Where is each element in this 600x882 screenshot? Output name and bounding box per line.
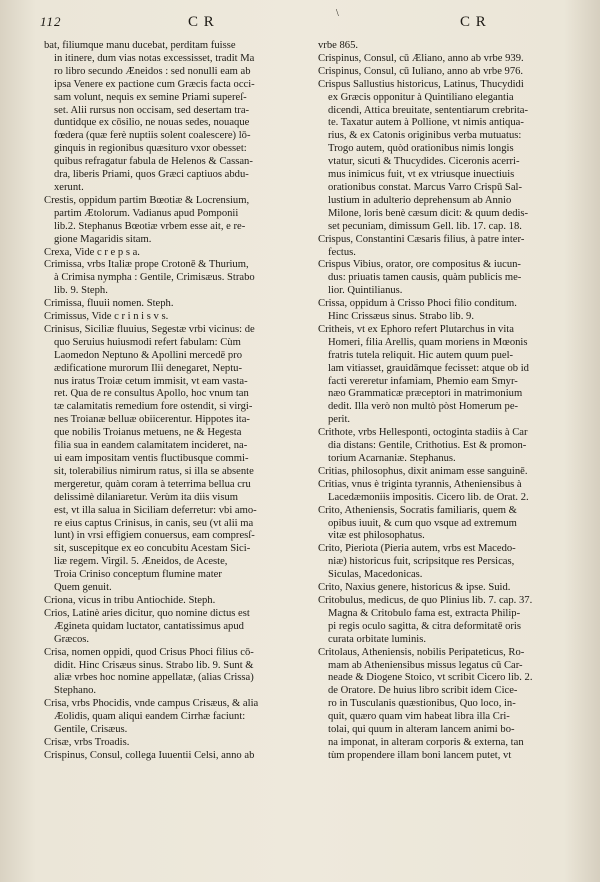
entry-line: Laomedon Neptuno & Apollini mercedē pro [54,349,242,361]
entry-line: Æolidis, quam aliqui eandem Cirrhæ faciunt: [54,711,246,723]
entry-line: Crios, Latinè aries dicitur, quo nomine dictus est [44,607,250,619]
entry-line: vitæ est philosophatus. [328,530,425,542]
dictionary-entry [318,543,580,582]
dictionary-entry [44,737,306,750]
entry-line: de Oratore. De huius libro scribit idem Cice- [328,685,518,697]
entry-line: set pecuniam, dimissum Gell. lib. 17. cap. 18. [328,220,522,232]
entry-line: ret. Qua de re consultus Apollo, hoc vnum tan [54,388,249,400]
entry-line: Critobulus, medicus, de quo Plinius lib. 7. cap. 37. [318,594,533,606]
entry-line: Crito, Atheniensis, Socratis familiaris, quem & [318,504,517,516]
dictionary-entry [318,427,580,466]
entry-line: curata orbitate luminis. [328,633,426,645]
dictionary-entry [318,647,580,763]
entry-line: Critias, vnus è triginta tyrannis, Atheniensibus à [318,478,522,490]
entry-line: xerunt. [54,181,84,193]
entry-line: Crimissa, fluuii nomen. Steph. [44,298,174,310]
entry-line: te. Taxatur autem à Pollione, vt nimis antiqua- [328,117,524,129]
entry-line: Troia Criniso conceptum flumine mater [54,569,222,581]
entry-line: Crisa, nomen oppidi, quod Crisus Phoci filius cō- [44,646,254,658]
entry-line: nes Troianæ belluæ obiicerentur. Hippotes ita- [54,414,250,426]
dictionary-entry [318,582,580,595]
entry-line: re eius captus Crinisus, in canis, seu (vt alii ma [54,517,254,529]
entry-line: Crissa, oppidum à Crisso Phoci filio conditum. [318,298,517,310]
entry-line: lior. Quintilianus. [328,285,403,297]
entry-line: Critolaus, Atheniensis, nobilis Peripateticus, Ro- [318,646,525,658]
dictionary-entry [44,259,306,298]
entry-line: Crispinus, Consul, cū Iuliano, anno ab vrbe 976. [318,65,524,77]
left-column [44,40,306,763]
entry-line: nus iratus Troiæ cetum immisit, vt eam vasta- [54,375,248,387]
dictionary-entry [318,259,580,298]
entry-line: Magna & Critobulo fama est, extracta Philip- [328,607,521,619]
entry-line: opibus iuuit, & cum quo vsque ad extremum [328,517,517,529]
entry-line: Gentile, Crisæus. [54,724,128,736]
entry-line: Crispinus, Consul, cū Æliano, anno ab vrbe 939. [318,52,524,64]
entry-line: Græcos. [54,633,90,645]
entry-line: Stephano. [54,685,97,697]
entry-line: lustium in adulterio deprehensum ab Annio [328,194,512,206]
dictionary-entry [318,466,580,479]
entry-line: aliæ vrbes hoc nomine appellatæ, (alias Crissa) [54,672,254,684]
entry-line: vrbe 865. [318,40,359,51]
entry-line: Crisæ, vrbs Troadis. [44,736,130,748]
entry-line: lib.2. Stephanus Bœotiæ vrbem esse ait, e re- [54,220,246,232]
entry-line: duntidque ex cōsilio, ne nouas sedes, nouaque [54,117,250,129]
entry-line: à Crimisa nympha : Gentile, Crimisæus. Strabo [54,272,255,284]
entry-line: dedit. Illa verò non multò pòst Homerum pe- [328,401,519,413]
entry-line: neade & Diogene Stoico, vt scribit Cicero lib. 2. [328,672,533,684]
dictionary-entry [318,234,580,260]
entry-line: Critias, philosophus, dixit animam esse sanguinē. [318,465,528,477]
entry-line: dicendi, Attica breuitate, sententiarum crebrita- [328,104,529,116]
entry-line: quibus refragatur fabula de Helenos & Cassan- [54,156,253,168]
dictionary-entry [44,608,306,647]
entry-line: facti vereretur infamiam, Phemio eam Smyr- [328,375,518,387]
entry-line: torium Acarnaniæ. Stephanus. [328,453,456,464]
entry-line: mergeretur, quàm coram à teterrima bellua cru [54,478,251,490]
entry-line: set. Alii rursus non occisam, sed desertam tra- [54,104,250,116]
entry-line: lunt) in vrsi effigiem conuersus, eam compresſ- [54,530,255,542]
entry-line: Crisa, vrbs Phocidis, vnde campus Crisæus, & alia [44,698,259,710]
entry-line: in itinere, dum vias notas excessisset, tradit Ma [54,52,255,64]
entry-line: partim Ætolorum. Vadianus apud Pomponii [54,207,239,219]
dictionary-entry [318,66,580,79]
entry-line: orationibus constat. Marcus Varro Crispū Sal- [328,181,522,193]
dictionary-entry [318,479,580,505]
entry-line: gione Magaridis sitam. [54,233,152,245]
entry-line: Crimissus, Vide c r i n i s v s. [44,311,169,323]
entry-line: Crinisus, Siciliæ fluuius, Segestæ vrbi vicinus: de [44,323,255,335]
entry-line: fratris tutela reliquit. Hic autem quum puel- [328,349,514,361]
entry-line: Crito, Pieriota (Pieria autem, vrbs est Macedo- [318,543,516,555]
dictionary-entry [318,298,580,324]
entry-line: tolai, qui quum in alteram lancem animi bo- [328,724,515,736]
dictionary-entry [44,311,306,324]
entry-line: Crestis, oppidum partim Bœotiæ & Locrensium, [44,194,250,206]
dictionary-entry [318,324,580,427]
entry-line: Milone, loris benè cæsum dicit: & quum dedis- [328,207,529,219]
entry-line: ædificatione murorum Ilii denegaret, Neptu- [54,362,242,374]
entry-line: mus inimicus fuit, vt ex vtriusque inuectiuis [328,169,515,181]
entry-line: pi regis oculo sagitta, & citra deformitatē oris [328,620,521,632]
entry-line: Crispus Vibius, orator, ore compositus & iucun- [318,259,521,271]
entry-line: sit, tolerabilius nimirum ratus, si illa se absente [54,465,254,477]
entry-line: dus: priuatis tamen causis, quàm publicis me- [328,272,522,284]
entry-line: fectus. [328,246,356,258]
entry-line: rius, & ex Catonis originibus verba mutuatus: [328,130,522,142]
dictionary-entry [44,595,306,608]
page-header [40,8,570,34]
right-column [318,40,580,763]
entry-line: Critheis, vt ex Ephoro refert Plutarchus in vita [318,323,514,335]
entry-line: Crimissa, vrbs Italiæ prope Crotonē & Thurium, [44,259,249,271]
entry-line: ro in Tusculanis quæstionibus, Quo loco, in- [328,698,516,710]
entry-line: dia distans: Gentile, Crithotius. Est & promon- [328,440,527,452]
dictionary-entry [318,79,580,234]
entry-line: Crispinus, Consul, collega Iuuentii Celsi, anno ab [44,749,255,761]
entry-line: liæ regem. Virgil. 5. Æneidos, de Aceste, [54,556,228,568]
dictionary-entry [44,298,306,311]
entry-line: ro libro secundo Æneidos : sed nonulli eam ab [54,65,251,77]
entry-line: Homeri, filia Arellis, quam moriens in Mœonis [328,336,528,348]
entry-line: ipsa Venere ex pactione cum Græcis facta occi- [54,78,255,90]
running-head-right: C R [460,14,487,30]
entry-line: bat, filiumque manu ducebat, perditam fuisse [44,40,236,51]
running-head-left: C R [188,14,215,30]
folio-number: 112 [40,14,62,29]
entry-line: sam volunt, nequis ex semine Priami supereſ- [54,91,247,103]
dictionary-entry [44,247,306,260]
dictionary-entry [318,53,580,66]
entry-line: na imponat, in alteram corporis & externa, tan [328,736,524,748]
entry-line: næo Grammaticæ præceptori in matrimonium [328,388,523,400]
dictionary-entry [44,195,306,247]
entry-line: Ægineta quidam luctator, cantatissimus apud [54,620,244,632]
entry-line: quo Seruius huiusmodi refert fabulam: Cùm [54,336,241,348]
entry-line: vtatur, sicuti & Thucydides. Ciceronis acerri- [328,156,520,168]
top-mark: \ [336,8,340,19]
entry-line: lam vitiasset, grauidāmque fecisset: atque ob id [328,362,529,374]
entry-line: Criona, vicus in tribu Antiochide. Steph. [44,594,216,606]
entry-line: perit. [328,414,351,426]
entry-line: delissimè dilaniaretur. Verùm ita diis visum [54,491,238,503]
entry-line: ex Græcis opponitur à Quintiliano elegantia [328,91,514,103]
entry-line: Trogo autem, quòd orationibus nimis longis [328,143,514,155]
entry-line: Crispus, Constantini Cæsaris filius, à patre inter- [318,233,525,245]
entry-line: lib. 9. Steph. [54,285,108,297]
entry-line: Crexa, Vide c r e p s a. [44,246,140,258]
dictionary-entry [44,750,306,763]
dictionary-entry [318,595,580,647]
entry-line: quit, quæro quam vim habeat libra illa Cri- [328,711,510,723]
dictionary-entry [318,40,580,53]
entry-line: est, vt illa salua in Siciliam deferretur: vbi amo- [54,504,257,516]
dictionary-entry [44,40,306,195]
entry-line: tæ calamitatis remedium fore ostendit, si virgi- [54,401,253,413]
entry-line: Hinc Crissæus sinus. Strabo lib. 9. [328,311,474,323]
entry-line: ginquis in regionibus quæsituro vxor obesset: [54,143,247,155]
entry-line: tùm propendere illam boni lancem putet, vt [328,749,512,761]
entry-line: fœdera (quæ ferè nuptiis solent coalescere) lō- [54,130,251,142]
entry-line: Crithote, vrbs Hellesponti, octoginta stadiis à Car [318,427,528,439]
entry-line: Lacedæmoniis impositis. Cicero lib. de Orat. 2. [328,491,529,503]
entry-line: Siculas, Macedonicas. [328,569,423,581]
entry-line: Quem genuit. [54,582,112,594]
dictionary-entry [318,505,580,544]
entry-line: Crispus Sallustius historicus, Latinus, Thucydidi [318,78,524,90]
dictionary-entry [44,698,306,737]
entry-line: didit. Hinc Crisæus sinus. Strabo lib. 9. Sunt & [54,659,254,671]
entry-line: filia sua in eandem calamitatem incideret, na- [54,440,248,452]
entry-line: mam ab Atheniensibus missus legatus cū Car- [328,659,523,671]
entry-line: Crito, Naxius genere, historicus & ipse. Suid. [318,582,511,594]
dictionary-entry [44,324,306,595]
entry-line: sit, suscepitque ex eo concubitu Acestam Sici- [54,543,251,555]
dictionary-entry [44,647,306,699]
entry-line: dra, liberis Priami, quos Græci captiuos abdu- [54,169,249,181]
entry-line: ui eam impositam ventis fluctibusque commi- [54,453,249,464]
entry-line: que nobilis Troianus metuens, ne & Hegesta [54,427,242,439]
entry-line: niæ) historicus fuit, scripsitque res Persicas, [328,556,515,568]
